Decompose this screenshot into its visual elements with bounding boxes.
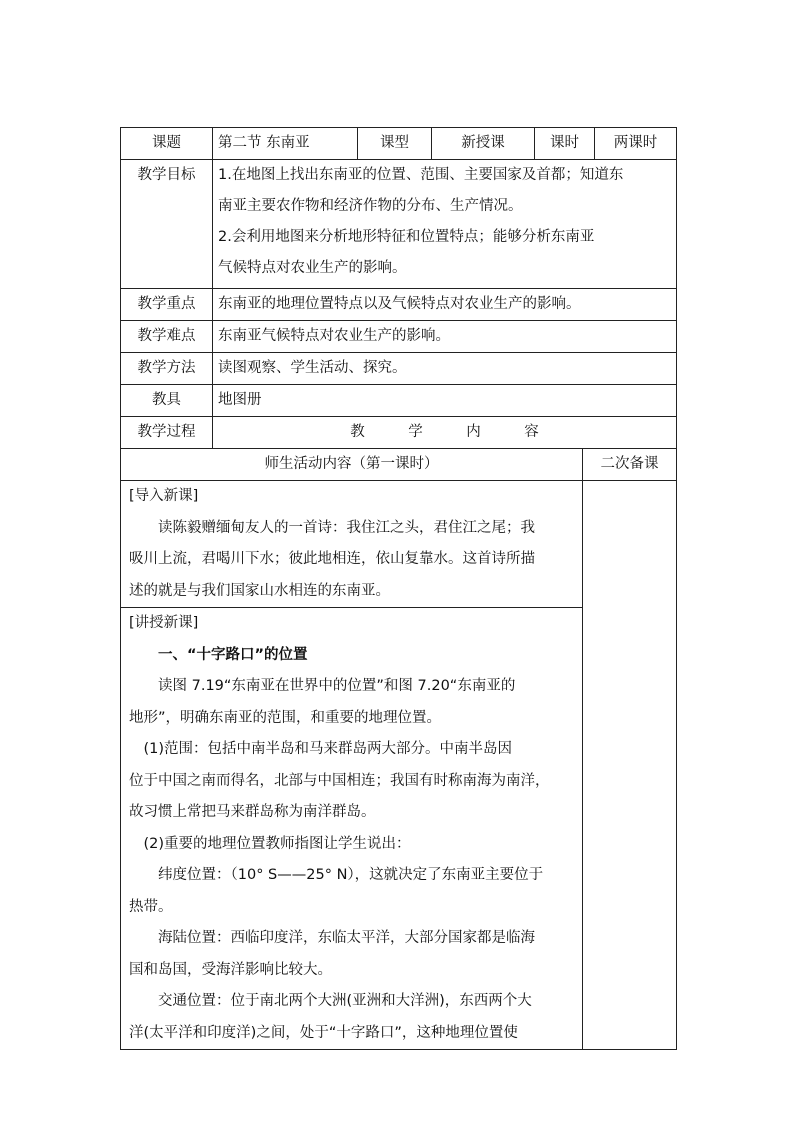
lecture-line: (2)重要的地理位置教师指图让学生说出： bbox=[143, 835, 411, 852]
lecture-heading: [讲授新课] bbox=[129, 615, 199, 631]
goals-line: 南亚主要农作物和经济作物的分布、生产情况。 bbox=[218, 198, 523, 214]
intro-heading: [导入新课] bbox=[129, 488, 199, 504]
lecture-line: 纬度位置：（10° S——25° N），这就决定了东南亚主要位于 bbox=[158, 867, 544, 883]
key-points-row bbox=[121, 289, 677, 321]
intro-line: 述的就是与我们国家山水相连的东南亚。 bbox=[129, 582, 390, 599]
lecture-line: 地形”，明确东南亚的范围，和重要的地理位置。 bbox=[129, 709, 442, 726]
goals-line: 1.在地图上找出东南亚的位置、范围、主要国家及首都；知道东 bbox=[218, 167, 624, 183]
section-title: 一、“十字路口”的位置 bbox=[158, 646, 308, 663]
header-row bbox=[121, 128, 677, 160]
lecture-line: (1)范围：包括中南半岛和马来群岛两大部分。中南半岛因 bbox=[143, 741, 513, 757]
content-body-row bbox=[121, 481, 677, 1050]
lecture-section bbox=[129, 608, 576, 1049]
key-points-label: 教学重点 bbox=[121, 289, 213, 321]
methods-value: 读图观察、学生活动、探究。 bbox=[213, 353, 677, 385]
difficulties-value: 东南亚气候特点对农业生产的影响。 bbox=[213, 321, 677, 353]
secondary-prep-cell bbox=[583, 481, 677, 1050]
type-value: 新授课 bbox=[432, 128, 535, 160]
process-char: 学 bbox=[408, 424, 423, 440]
lecture-line: 洋(太平洋和印度洋)之间，处于“十字路口”，这种地理位置使 bbox=[129, 1024, 518, 1041]
process-char: 教 bbox=[350, 424, 365, 440]
activity-content bbox=[121, 481, 583, 1050]
topic-label: 课题 bbox=[121, 128, 213, 160]
content-header-right: 二次备课 bbox=[583, 449, 677, 481]
goals-line: 气候特点对农业生产的影响。 bbox=[218, 260, 407, 276]
lecture-line: 故习惯上常把马来群岛称为南洋群岛。 bbox=[129, 804, 376, 820]
lecture-line: 交通位置：位于南北两个大洲(亚洲和大洋洲)，东西两个大 bbox=[158, 993, 532, 1009]
tools-label: 教具 bbox=[121, 385, 213, 417]
process-row bbox=[121, 417, 677, 449]
key-points-value: 东南亚的地理位置特点以及气候特点对农业生产的影响。 bbox=[213, 289, 677, 321]
hours-label: 课时 bbox=[535, 128, 595, 160]
hours-value: 两课时 bbox=[595, 128, 677, 160]
lecture-line: 位于中国之南而得名，北部与中国相连；我国有时称南海为南洋， bbox=[129, 772, 550, 789]
goals-content bbox=[213, 160, 677, 289]
content-header-left: 师生活动内容（第一课时） bbox=[121, 449, 583, 481]
process-label: 教学过程 bbox=[121, 417, 213, 449]
lecture-line: 海陆位置：西临印度洋，东临太平洋，大部分国家都是临海 bbox=[158, 930, 535, 946]
process-title bbox=[213, 417, 677, 449]
difficulties-label: 教学难点 bbox=[121, 321, 213, 353]
type-label: 课型 bbox=[358, 128, 432, 160]
lecture-line: 读图 7.19“东南亚在世界中的位置”和图 7.20“东南亚的 bbox=[158, 678, 516, 694]
goals-row bbox=[121, 160, 677, 289]
difficulties-row bbox=[121, 321, 677, 353]
tools-row bbox=[121, 385, 677, 417]
lecture-line: 热带。 bbox=[129, 898, 173, 915]
lecture-line: 国和岛国，受海洋影响比较大。 bbox=[129, 961, 332, 978]
methods-label: 教学方法 bbox=[121, 353, 213, 385]
goals-line: 2.会利用地图来分析地形特征和位置特点；能够分析东南亚 bbox=[218, 229, 595, 245]
process-char: 内 bbox=[466, 424, 481, 440]
process-char: 容 bbox=[524, 424, 539, 440]
tools-value: 地图册 bbox=[213, 385, 677, 417]
lesson-plan-table bbox=[120, 127, 677, 1050]
intro-line: 吸川上流，君喝川下水；彼此地相连，依山复靠水。这首诗所描 bbox=[129, 551, 535, 567]
intro-line: 读陈毅赠缅甸友人的一首诗：我住江之头，君住江之尾；我 bbox=[158, 519, 535, 536]
intro-section bbox=[121, 481, 582, 608]
methods-row bbox=[121, 353, 677, 385]
content-header-row bbox=[121, 449, 677, 481]
topic-value: 第二节 东南亚 bbox=[213, 128, 358, 160]
goals-label: 教学目标 bbox=[121, 160, 213, 289]
